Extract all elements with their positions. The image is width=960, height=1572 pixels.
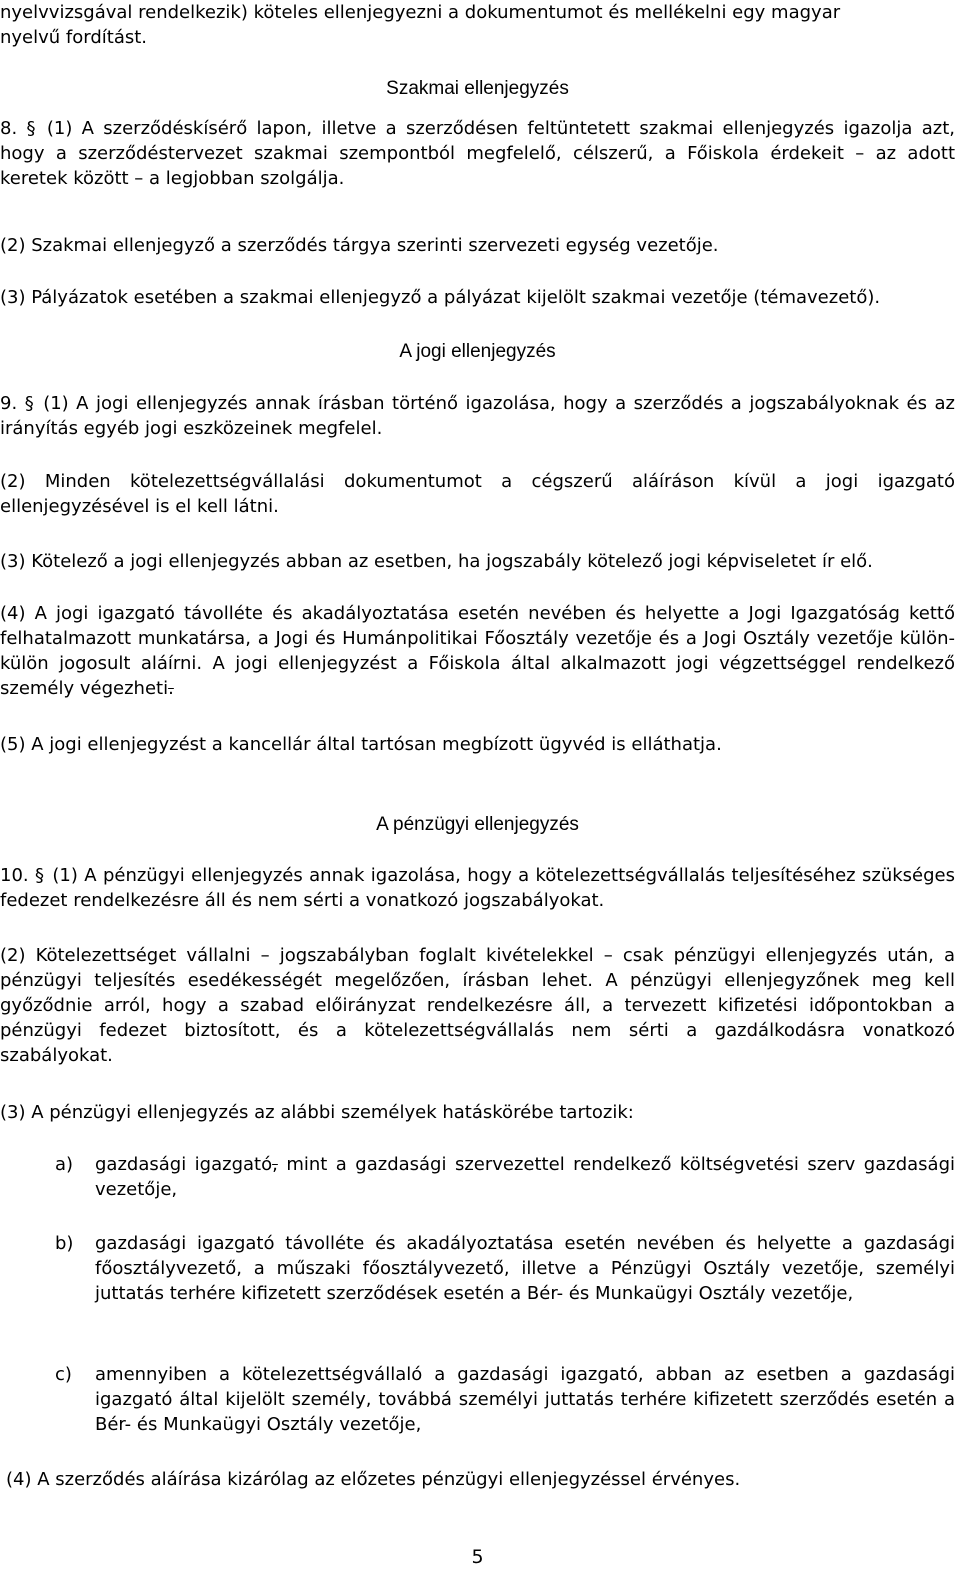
list-item — [55, 1152, 955, 1204]
paragraph-9-5: (5) A jogi ellenjegyzést a kancellár által tartósan megbízott ügyvéd is elláthatja. — [0, 734, 722, 755]
heading-jogi: A jogi ellenjegyzés — [399, 341, 556, 362]
section-number: 9. — [0, 393, 18, 414]
struck-text: . — [168, 678, 174, 699]
paragraph-10-2: (2) Kötelezettséget vállalni – jogszabályban foglalt kivételekkel – csak pénzügyi ellenjegyzés után, a pénzügyi teljesítés esedékességét megelőzően, írásban lehet. A pénzügyi ellenjegyzőnek meg kell győződnie arról, hogy a szabad előirányzat rendelkezésre áll, a tervezett kifizetési időpontokban a pénzügyi fedezet biztosított, és a kötelezettségvállalás nem sérti a gazdálkodásra vonatkozó szabályokat. — [0, 945, 955, 1066]
heading-penzugyi: A pénzügyi ellenjegyzés — [376, 814, 579, 835]
struck-text: , — [272, 1154, 278, 1175]
list-marker: a) — [55, 1154, 74, 1175]
paragraph-8-2: (2) Szakmai ellenjegyző a szerződés tárgya szerinti szervezeti egység vezetője. — [0, 235, 719, 256]
paragraph-text: (1) A pénzügyi ellenjegyzés annak igazolása, hogy a kötelezettségvállalás teljesítéséhez szükséges fedezet rendelkezésre áll és nem sérti a vonatkozó jogszabályokat. — [0, 865, 955, 911]
section-number: 8. — [0, 118, 18, 139]
list-marker: b) — [55, 1233, 74, 1254]
paragraph-text: (1) A szerződéskísérő lapon, illetve a szerződésen feltüntetett szakmai ellenjegyzés igazolja azt, hogy a szerződéstervezet szakmai szempontból megfelelő, célszerű, a Főiskola érdekeit – az adott keretek között – a legjobban szolgálja. — [0, 118, 955, 189]
section-sign: § — [24, 393, 34, 414]
section-sign: § — [26, 118, 36, 139]
paragraph-9-3: (3) Kötelező a jogi ellenjegyzés abban az esetben, ha jogszabály kötelező jogi képviseletet ír elő. — [0, 551, 873, 572]
list-marker: c) — [55, 1364, 72, 1385]
paragraph-8-3: (3) Pályázatok esetében a szakmai ellenjegyző a pályázat kijelölt szakmai vezetője (témavezető). — [0, 287, 881, 308]
paragraph-9-2: (2) Minden kötelezettségvállalási dokumentumot a cégszerű aláíráson kívül a jogi igazgató ellenjegyzésével is el kell látni. — [0, 471, 955, 517]
page-number: 5 — [471, 1546, 484, 1568]
heading-szakmai: Szakmai ellenjegyzés — [386, 78, 569, 99]
paragraph-9-4 — [0, 601, 955, 701]
list-item-text — [95, 1152, 955, 1202]
list-item-text: amennyiben a kötelezettségvállaló a gazdasági igazgató, abban az esetben a gazdasági igazgató által kijelölt személy, továbbá személyi juttatás terhére kifizetett szerződés esetén a Bér- és Munkaügyi Osztály vezetője, — [95, 1364, 955, 1435]
section-number: 10. — [0, 865, 29, 886]
list-item-text: gazdasági igazgató távolléte és akadályoztatása esetén nevében és helyette a gazdasági főosztályvezető, a műszaki főosztályvezető, illetve a Pénzügyi Osztály vezetője, személyi juttatás terhére kifizetett szerződések esetén a Bér- és Munkaügyi Osztály vezetője, — [95, 1233, 955, 1304]
intro-line-1: nyelvvizsgával rendelkezik) köteles ellenjegyezni a dokumentumot és mellékelni egy magyar — [0, 2, 841, 23]
paragraph-text: (1) A jogi ellenjegyzés annak írásban történő igazolása, hogy a szerződés a jogszabályoknak és az irányítás egyéb jogi eszközeinek megfelel. — [0, 393, 955, 439]
list-item — [55, 1231, 955, 1336]
list-text-part: mint a gazdasági szervezettel rendelkező költségvetési szerv gazdasági vezetője, — [95, 1154, 955, 1200]
paragraph-10-3: (3) A pénzügyi ellenjegyzés az alábbi személyek hatáskörébe tartozik: — [0, 1102, 634, 1123]
paragraph-8-1 — [0, 116, 955, 191]
section-sign: § — [35, 865, 45, 886]
paragraph-9-1 — [0, 391, 955, 441]
paragraph-10-1 — [0, 863, 955, 913]
list-text-part: gazdasági igazgató — [95, 1154, 273, 1175]
paragraph-10-4: (4) A szerződés aláírása kizárólag az előzetes pénzügyi ellenjegyzéssel érvényes. — [6, 1469, 741, 1490]
intro-line-2: nyelvű fordítást. — [0, 27, 148, 48]
paragraph-text: (4) A jogi igazgató távolléte és akadályoztatása esetén nevében és helyette a Jogi Igazgatóság kettő felhatalmazott munkatársa, a Jogi és Humánpolitikai Főosztály vezetője és a Jogi Osztály vezetője külön-külön jogosult aláírni. A jogi ellenjegyzést a Főiskola által alkalmazott jogi végzettséggel rendelkező személy végezheti — [0, 603, 955, 699]
list-item — [55, 1362, 955, 1440]
